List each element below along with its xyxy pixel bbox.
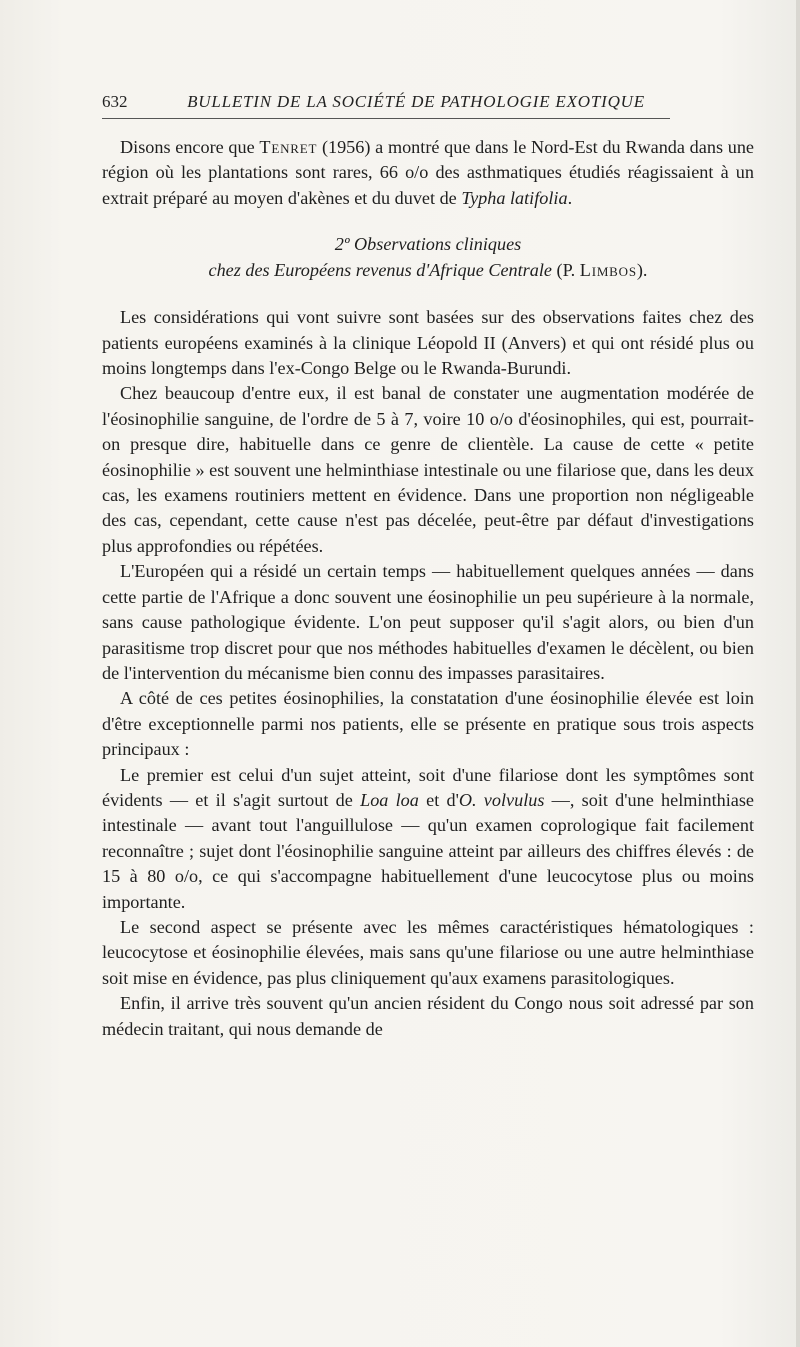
paragraph-premier-aspect: Le premier est celui d'un sujet atteint, soit d'une filariose dont les symptômes sont évidents — et il s'agit surtout de Loa loa et d'O. volvulus —, soit d'une helminthiase intestinale — avant tout l'anguillulose — qu'un examen coprologique fait facilement reconnaître ; sujet dont l'éosinophilie sanguine atteint par ailleurs des chiffres élevés : de 15 à 80 o/o, ce qui s'accompagne habituellement d'une leucocytose plus ou moins importante.	[102, 764, 754, 912]
species-loa-loa: Loa loa	[360, 789, 419, 810]
paragraph-enfin: Enfin, il arrive très souvent qu'un ancien résident du Congo nous soit adressé par son médecin traitant, qui nous demande de	[102, 993, 754, 1039]
paragraph-tenret: Disons encore que Tenret (1956) a montré que dans le Nord-Est du Rwanda dans une région où les plantations sont rares, 66 o/o des asthmatiques étudiés réagissaient à un extrait préparé au moyen d'akènes et du duvet de Typha latifolia.	[102, 137, 754, 208]
header-rule	[102, 118, 670, 119]
page-number: 632	[102, 92, 128, 111]
section-heading-line2: chez des Européens revenus d'Afrique Centrale (P. Limbos).	[208, 260, 648, 281]
paragraph-second-aspect: Le second aspect se présente avec les mêmes caractéristiques hématologiques : leucocytose et éosinophilie élevées, mais sans qu'une filariose ou une autre helminthiase soit mise en évidence, pas plus cliniquement qu'aux examens parasitologiques.	[102, 916, 754, 988]
section-heading-line1: 2º Observations cliniques	[334, 234, 522, 255]
species-o-volvulus: O. volvulus	[458, 789, 545, 810]
journal-title: BULLETIN DE LA SOCIÉTÉ DE PATHOLOGIE EXOTIQUE	[187, 92, 645, 111]
paragraph-eosinophilie-elevee: A côté de ces petites éosinophilies, la constatation d'une éosinophilie élevée est loin d'être exceptionnelle parmi nos patients, elle se présente en pratique sous trois aspects principaux :	[102, 688, 754, 760]
species-typha: Typha latifolia	[461, 187, 568, 208]
paragraph-petite-eosinophilie: Chez beaucoup d'entre eux, il est banal de constater une augmentation modérée de l'éosinophilie sanguine, de l'ordre de 5 à 7, voire 10 o/o d'éosinophiles, qui est, pourrait-on presque dire, habituelle dans ce genre de clientèle. La cause de cette « petite éosinophilie » est souvent une helminthiase intestinale ou une filariose que, dans les deux cas, les examens routiniers mettent en évidence. Dans une proportion non négligeable des cas, cependant, cette cause n'est pas décelée, peut-être par défaut d'investigations plus approfondies ou répétées.	[102, 383, 754, 556]
paragraph-europeen: L'Européen qui a résidé un certain temps — habituellement quelques années — dans cette partie de l'Afrique a donc souvent une éosinophilie un peu supérieure à la normale, sans cause pathologique évidente. L'on peut supposer qu'il s'agit alors, ou bien d'un parasitisme trop discret pour que nos méthodes habituelles d'examen le décèlent, ou bien de l'intervention du mécanisme bien connu des impasses parasitaires.	[102, 561, 754, 683]
section-heading	[102, 231, 754, 283]
author-tenret: Tenret	[259, 137, 318, 157]
author-limbos: Limbos	[579, 260, 637, 281]
running-header	[102, 92, 670, 112]
page-edge	[796, 0, 800, 1347]
article-body	[102, 135, 754, 1042]
paragraph-considerations: Les considérations qui vont suivre sont basées sur des observations faites chez des patients européens examinés à la clinique Léopold II (Anvers) et qui ont résidé plus ou moins longtemps dans l'ex-Congo Belge ou le Rwanda-Burundi.	[102, 307, 754, 379]
